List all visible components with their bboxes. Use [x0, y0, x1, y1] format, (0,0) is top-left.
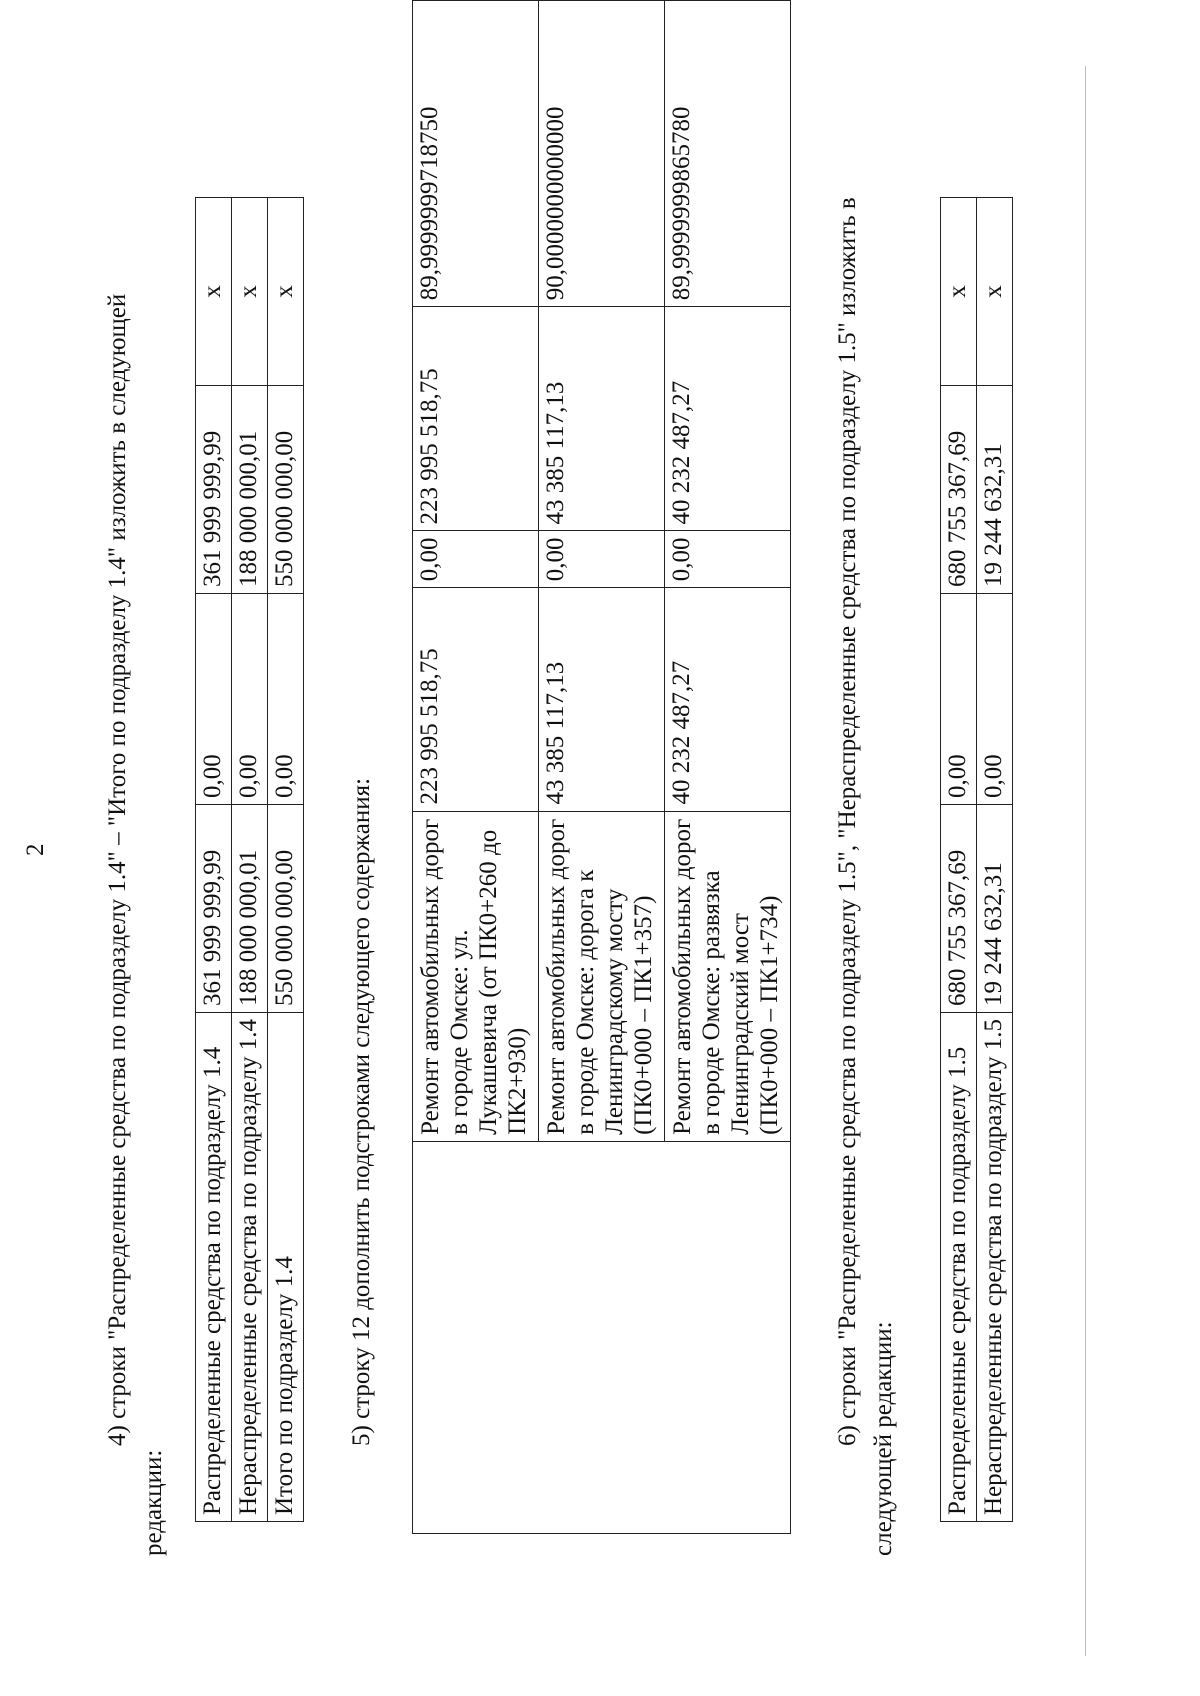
- row-label: Итого по подразделу 1.4: [268, 1012, 304, 1521]
- cell-amount: 0,00: [941, 593, 977, 804]
- row-label: Нераспределенные средства по подразделу 1.5: [977, 1012, 1013, 1521]
- table-subsection-1-5: [940, 197, 1013, 1522]
- cell-mark: x: [268, 197, 304, 385]
- cell-amount: 0,00: [977, 593, 1013, 804]
- scan-edge-line: [1085, 66, 1086, 1656]
- cell-amount: 19 244 632,31: [977, 804, 1013, 1012]
- row-label: Распределенные средства по подразделу 1.4: [196, 1012, 232, 1521]
- paragraph-4: [100, 186, 172, 1556]
- cell-amount: 361 999 999,99: [196, 385, 232, 593]
- cell-amount: 0,00: [413, 531, 539, 588]
- cell-amount: 19 244 632,31: [977, 385, 1013, 593]
- cell-amount: 223 995 518,75: [413, 588, 539, 811]
- cell-description: Ремонт автомобильных дорог в городе Омске: дорога к Ленинградскому мосту (ПК0+000 – ПК1+357): [539, 811, 665, 1141]
- cell-amount: 680 755 367,69: [941, 385, 977, 593]
- paragraph-5: 5) строку 12 дополнить подстроками следующего содержания:: [348, 777, 375, 1446]
- cell-amount: 550 000 000,00: [268, 804, 304, 1012]
- cell-amount: 0,00: [539, 531, 665, 588]
- paragraph-6-line1: 6) строки "Распределенные средства по подразделу 1.5", "Нераспределенные средства по подразделу 1.5" изложить в: [834, 197, 861, 1446]
- cell-ratio: 89,9999999718750: [413, 1, 539, 307]
- cell-mark: x: [232, 197, 268, 385]
- paragraph-4-line1: 4) строки "Распределенные средства по подразделу 1.4" – "Итого по подразделу 1.4" изложить в следующей: [104, 293, 131, 1446]
- paragraph-4-line2: редакции:: [140, 1449, 167, 1556]
- page-number: 2: [22, 843, 49, 856]
- cell-mark: x: [941, 197, 977, 385]
- cell-amount: 0,00: [196, 593, 232, 804]
- cell-amount: 40 232 487,27: [665, 588, 791, 811]
- cell-amount: 361 999 999,99: [196, 804, 232, 1012]
- table-subsection-1-4: [195, 197, 304, 1522]
- cell-amount: 0,00: [268, 593, 304, 804]
- cell-amount: 223 995 518,75: [413, 307, 539, 531]
- cell-mark: x: [196, 197, 232, 385]
- cell-amount: 550 000 000,00: [268, 385, 304, 593]
- cell-mark: x: [977, 197, 1013, 385]
- table-row: [977, 197, 1013, 1521]
- cell-amount: 188 000 000,01: [232, 385, 268, 593]
- cell-ratio: 89,9999999865780: [665, 1, 791, 307]
- cell-amount: 0,00: [665, 531, 791, 588]
- table-row: [268, 197, 304, 1521]
- table-row: [196, 197, 232, 1521]
- empty-cell: [413, 1141, 791, 1533]
- paragraph-6-line2: следующей редакции:: [870, 1321, 897, 1556]
- table-row: [413, 1, 539, 1534]
- cell-amount: 43 385 117,13: [539, 307, 665, 531]
- cell-amount: 40 232 487,27: [665, 307, 791, 531]
- cell-amount: 0,00: [232, 593, 268, 804]
- cell-description: Ремонт автомобильных дорог в городе Омске: развязка Ленинградский мост (ПК0+000 – ПК1+734): [665, 811, 791, 1141]
- row-label: Нераспределенные средства по подразделу 1.4: [232, 1012, 268, 1521]
- table-row: [232, 197, 268, 1521]
- row-label: Распределенные средства по подразделу 1.5: [941, 1012, 977, 1521]
- cell-amount: 680 755 367,69: [941, 804, 977, 1012]
- paragraph-6: [830, 166, 902, 1556]
- cell-amount: 43 385 117,13: [539, 588, 665, 811]
- table-row-12-subrows: [412, 0, 791, 1534]
- table-row: [941, 197, 977, 1521]
- cell-ratio: 90,0000000000000: [539, 1, 665, 307]
- cell-amount: 188 000 000,01: [232, 804, 268, 1012]
- cell-description: Ремонт автомобильных дорог в городе Омске: ул. Лукашевича (от ПК0+260 до ПК2+930): [413, 811, 539, 1141]
